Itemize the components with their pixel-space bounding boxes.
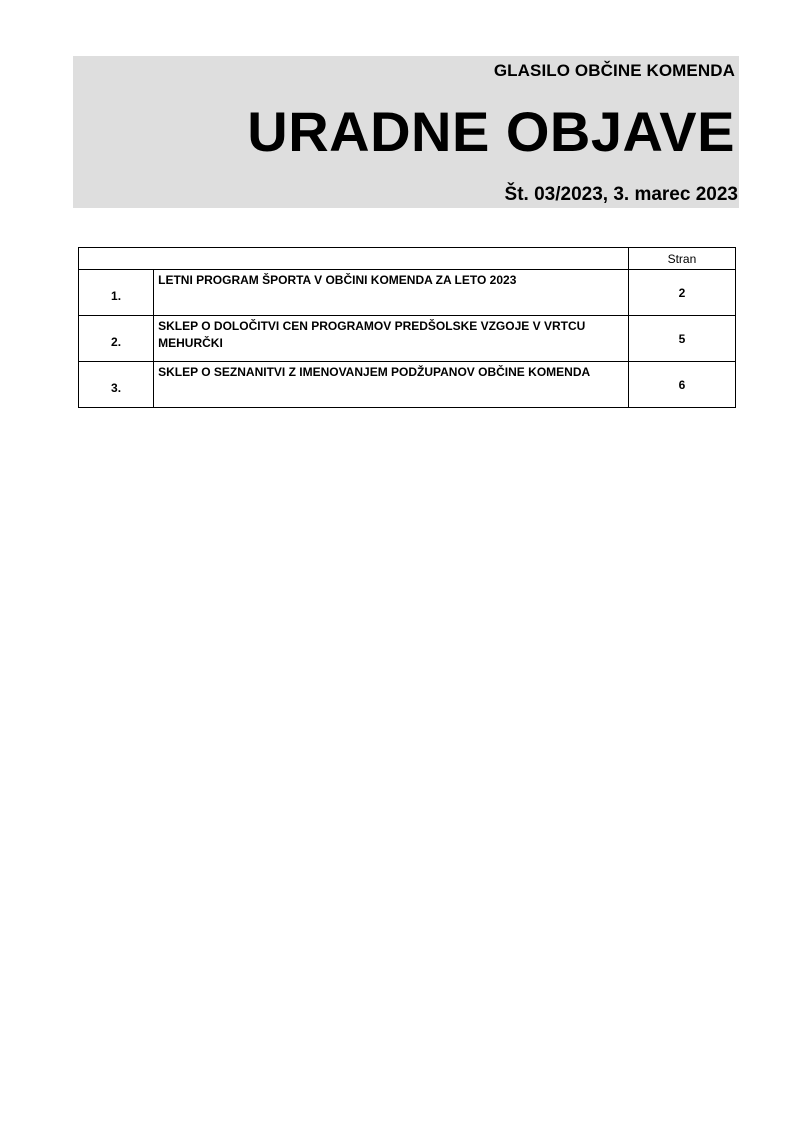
entry-title[interactable]: SKLEP O SEZNANITVI Z IMENOVANJEM PODŽUPANOV OBČINE KOMENDA [154,362,629,408]
table-row[interactable] [79,270,736,316]
masthead [73,56,739,208]
table-of-contents [78,247,736,408]
entry-title[interactable]: LETNI PROGRAM ŠPORTA V OBČINI KOMENDA ZA LETO 2023 [154,270,629,316]
entry-page: 5 [628,316,735,362]
publication-name: GLASILO OBČINE KOMENDA [493,61,735,80]
page-title: URADNE OBJAVE [247,100,735,163]
entry-number: 2. [79,316,154,362]
entry-page: 6 [628,362,735,408]
toc-header-blank [79,248,629,270]
entry-title[interactable]: SKLEP O DOLOČITVI CEN PROGRAMOV PREDŠOLSKE VZGOJE V VRTCU MEHURČKI [154,316,629,362]
issue-number-date: Št. 03/2023, 3. marec 2023 [504,184,738,205]
entry-number: 1. [79,270,154,316]
table-row[interactable] [79,362,736,408]
entry-number: 3. [79,362,154,408]
table-row[interactable] [79,316,736,362]
toc-header-row [79,248,736,270]
page-column-header: Stran [628,248,735,270]
entry-page: 2 [628,270,735,316]
